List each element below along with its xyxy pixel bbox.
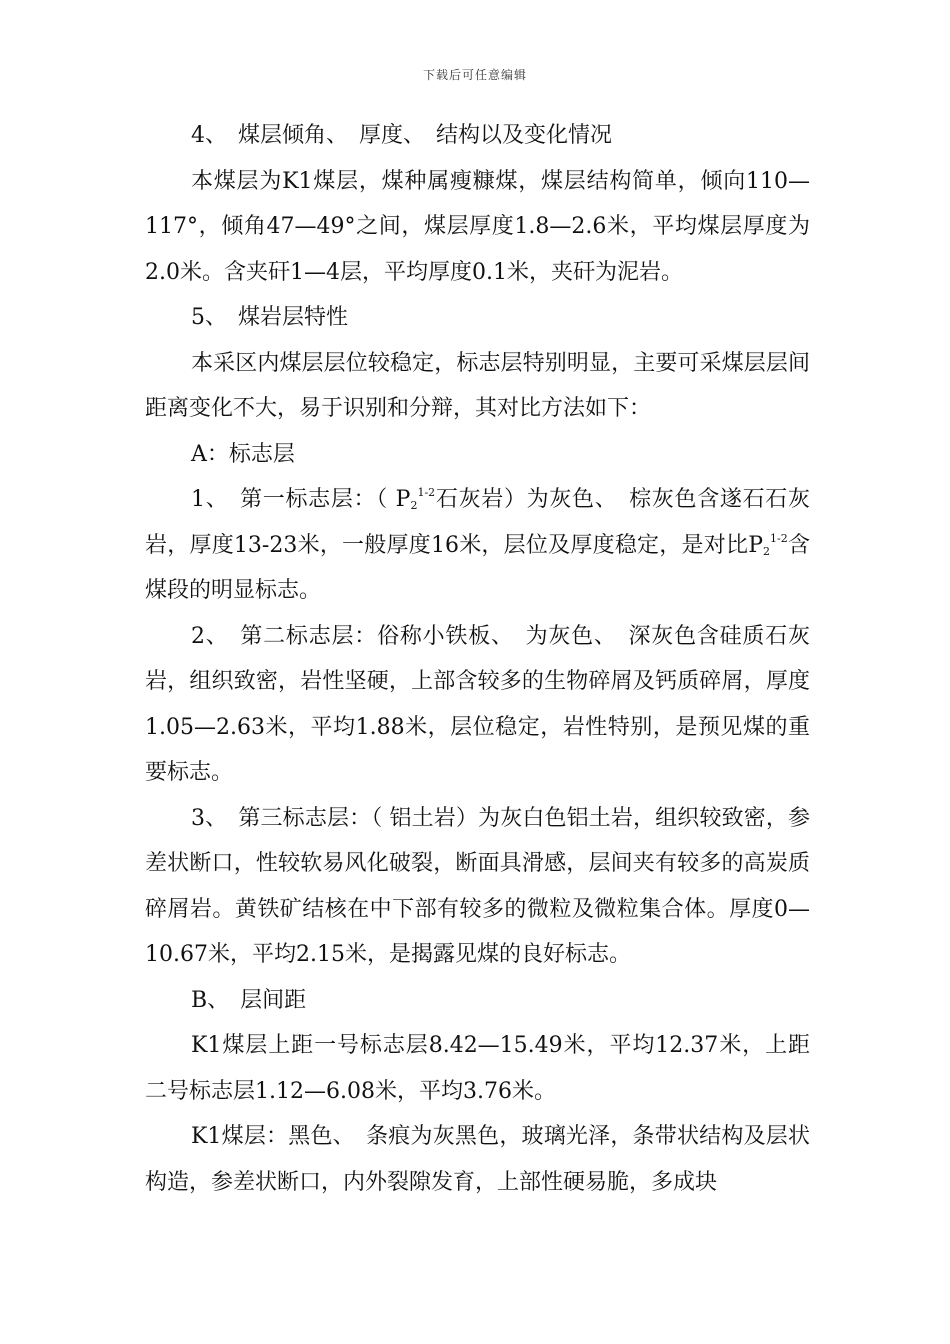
marker-1-sup2: 1-2 [770, 531, 788, 545]
marker-1-sub2: 2 [763, 544, 771, 558]
marker-layer-3-paragraph: 3、 第三标志层：（ 铝土岩）为灰白色铝土岩，组织较致密，参差状断口，性较软易风化破裂，断面具滑感，层间夹有较多的高炭质碎屑岩。黄铁矿结核在中下部有较多的微粒及微粒集合体。厚度0—10.67米，平均2.15米，是揭露见煤的良好标志。 [145, 805, 810, 967]
subheading-b: B、 层间距 [191, 987, 307, 1013]
section-heading-4: 4、 煤层倾角、 厚度、 结构以及变化情况 [191, 123, 612, 148]
rock-layer-paragraph: 本采区内煤层层位较稳定，标志层特别明显，主要可采煤层层间距离变化不大，易于识别和分辩，其对比方法如下： [145, 350, 810, 421]
marker-1-prefix: 1、 第一标志层：（ P [191, 487, 411, 512]
marker-layer-2-paragraph: 2、 第二标志层：俗称小铁板、 为灰色、 深灰色含硅质石灰岩，组织致密，岩性坚硬，上部含较多的生物碎屑及钙质碎屑，厚度1.05—2.63米，平均1.88米，层位稳定，岩性特别，是预见煤的重要标志。 [145, 623, 810, 785]
page-header: 下载后可任意编辑 [422, 68, 527, 82]
document-body [145, 113, 810, 1205]
marker-1-suffix: 含煤段的明显标志。 [145, 532, 810, 603]
marker-1-sup: 1-2 [417, 486, 436, 499]
k1-description-paragraph: K1煤层：黑色、 条痕为灰黑色，玻璃光泽，条带状结构及层状构造，参差状断口，内外裂隙发育，上部性硬易脆，多成块 [145, 1124, 810, 1195]
interval-paragraph: K1煤层上距一号标志层8.42—15.49米，平均12.37米，上距二号标志层1.12—6.08米，平均3.76米。 [145, 1033, 810, 1104]
marker-1-mid: 石灰岩）为灰色、 棕灰色含遂石石灰岩，厚度13-23米，一般厚度16米，层位及厚度稳定，是对比P [145, 487, 810, 558]
coal-seam-paragraph: 本煤层为K1煤层，煤种属瘦糠煤，煤层结构简单，倾向110—117°，倾角47—49°之间，煤层厚度1.8—2.6米，平均煤层厚度为2.0米。含夹矸1—4层，平均厚度0.1米，夹矸为泥岩。 [145, 168, 810, 285]
subheading-a: A：标志层 [191, 441, 295, 467]
marker-layer-1-paragraph [145, 477, 810, 614]
section-heading-5: 5、 煤岩层特性 [191, 305, 348, 330]
marker-1-sub: 2 [410, 499, 418, 512]
